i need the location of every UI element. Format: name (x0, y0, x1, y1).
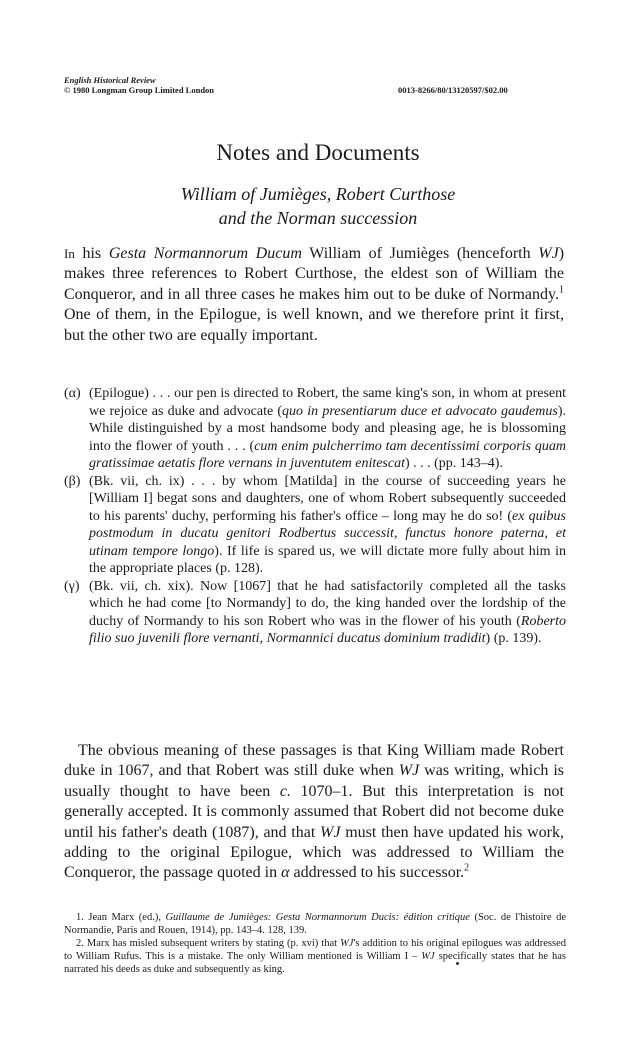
footnote-text: Marx has misled subsequent writers by stating (p. xvi) that (83, 938, 341, 949)
quote-text: (Epilogue) . . . our pen is directed to Robert, the same king's son, in whom at present we rejoice as duke and advocate ( (89, 386, 566, 419)
footnote-2 (64, 937, 566, 976)
circa: c. (279, 782, 291, 800)
copyright-line: © 1980 Longman Group Limited London (64, 85, 215, 95)
abbrev-wj: WJ (320, 823, 341, 841)
quote-gamma (64, 578, 566, 648)
quote-latin: cum enim pulcherrimo tam decentissimi corporis quam gratissimae aetatis flore vernans in juventutem enitescat (89, 438, 566, 471)
quote-text: ). While distinguished by a most handsome body and pleasing age, he is blossoming into the flower of youth . . . ( (89, 403, 567, 454)
quote-latin: ex quibus postmodum in ducatu genitori Rodbertus successit, functus honore paterna, et utinam tempore longo (89, 508, 567, 559)
journal-header (64, 75, 214, 95)
quote-marker: (β) (64, 473, 81, 489)
quote-text: ) . . . (pp. 143–4). (404, 456, 503, 471)
quote-marker: (γ) (64, 578, 80, 594)
page-mark (456, 962, 459, 965)
intro-paragraph (64, 244, 564, 346)
quote-text: (Bk. vii, ch. ix) . . . by whom [Matilda] in the course of succeeding years he [William I] begat sons and daughters, one of whom Robert subsequently succeeded to his parents' duchy, performing his father's office – long may he do so! ( (89, 473, 566, 524)
footnote-italic: WJ (421, 951, 435, 962)
paragraph-text: addressed to his successor. (289, 864, 465, 882)
quoted-passages (64, 385, 566, 648)
footnote-number: 1. (76, 912, 84, 923)
quote-latin: quo in presentiarum duce et advocato gaudemus (282, 403, 558, 419)
paragraph-text: The obvious meaning of these passages is that King William made Robert duke in 1067, and that Robert was still duke when (64, 742, 564, 780)
paragraph-text: was writing, which is usually thought to have been (64, 762, 565, 800)
abbrev-wj: WJ (538, 245, 559, 262)
section-title: Notes and Documents (216, 140, 420, 165)
footnote-ref: 1 (559, 284, 564, 296)
abbrev-wj: WJ (398, 762, 420, 780)
footnote-italic: WJ (340, 938, 354, 949)
footnote-number: 2. (76, 938, 84, 949)
footnote-italic: Guillaume de Jumièges: Gesta Normannorum Ducis: édition critique (165, 912, 470, 923)
dropcap: In (64, 246, 75, 261)
article-title-line-1: William of Jumièges, Robert Curthose (180, 184, 456, 204)
footnote-text: (Soc. de l'histoire de Normandie, Paris and Rouen, 1914), pp. 143–4. 128, 139. (64, 912, 566, 936)
footnote-ref: 2 (464, 863, 470, 875)
quote-latin: Roberto filio suo juvenili flore vernanti, Normannici ducatus dominium tradidit (89, 613, 566, 646)
quote-marker: (α) (64, 386, 81, 401)
paragraph-text: 1070–1. But this interpretation is not generally accepted. It is commonly assumed that Robert did not become duke until his father's death (1087), and that (64, 782, 564, 841)
intro-text: William of Jumièges (henceforth (301, 245, 539, 262)
quote-text: (Bk. vii, ch. xix). Now [1067] that he had satisfactorily completed all the tasks which he had come [to Normandy] to do, the king handed over the lordship of the duchy of Normandy to his son Robert who was in the flower of his youth ( (89, 578, 566, 629)
article-title-line-2: and the Norman succession (218, 208, 418, 228)
intro-text: his (74, 245, 109, 262)
paragraph-text: must then have updated his work, adding to the original Epilogue, which was addressed to William the Conqueror, the passage quoted in (64, 823, 564, 882)
quote-text: ) (p. 139). (485, 631, 542, 646)
intro-italic-title: Gesta Normannorum Ducum (108, 245, 302, 262)
article-title (0, 182, 636, 230)
intro-text: ) makes three references to Robert Curthose, the eldest son of William the Conqueror, and in all three cases he makes him out to be duke of Normandy. (64, 245, 565, 303)
quote-text: ). If life is spared us, we will dictate more fully about him in the appropriate places (p. 128). (89, 543, 567, 576)
journal-name: English Historical Review (64, 75, 156, 85)
quote-alpha (64, 385, 566, 473)
intro-text: One of them, in the Epilogue, is well known, and we therefore print it first, but the other two are equally important. (64, 306, 564, 344)
body-paragraph (64, 741, 564, 884)
footnote-1 (64, 911, 566, 937)
alpha-symbol: α (281, 864, 290, 882)
footnote-text: 's addition to his original epilogues was addressed to William Rufus. This is a mistake. The only William mentioned is William I – (64, 938, 566, 962)
footnotes (64, 911, 566, 976)
quote-beta (64, 473, 566, 578)
issn-code: 0013-8266/80/13120597/$02.00 (398, 85, 508, 95)
footnote-text: specifically states that he has narrated his deeds as duke and subsequently as king. (64, 951, 566, 975)
footnote-text: Jean Marx (ed.), (83, 912, 166, 923)
